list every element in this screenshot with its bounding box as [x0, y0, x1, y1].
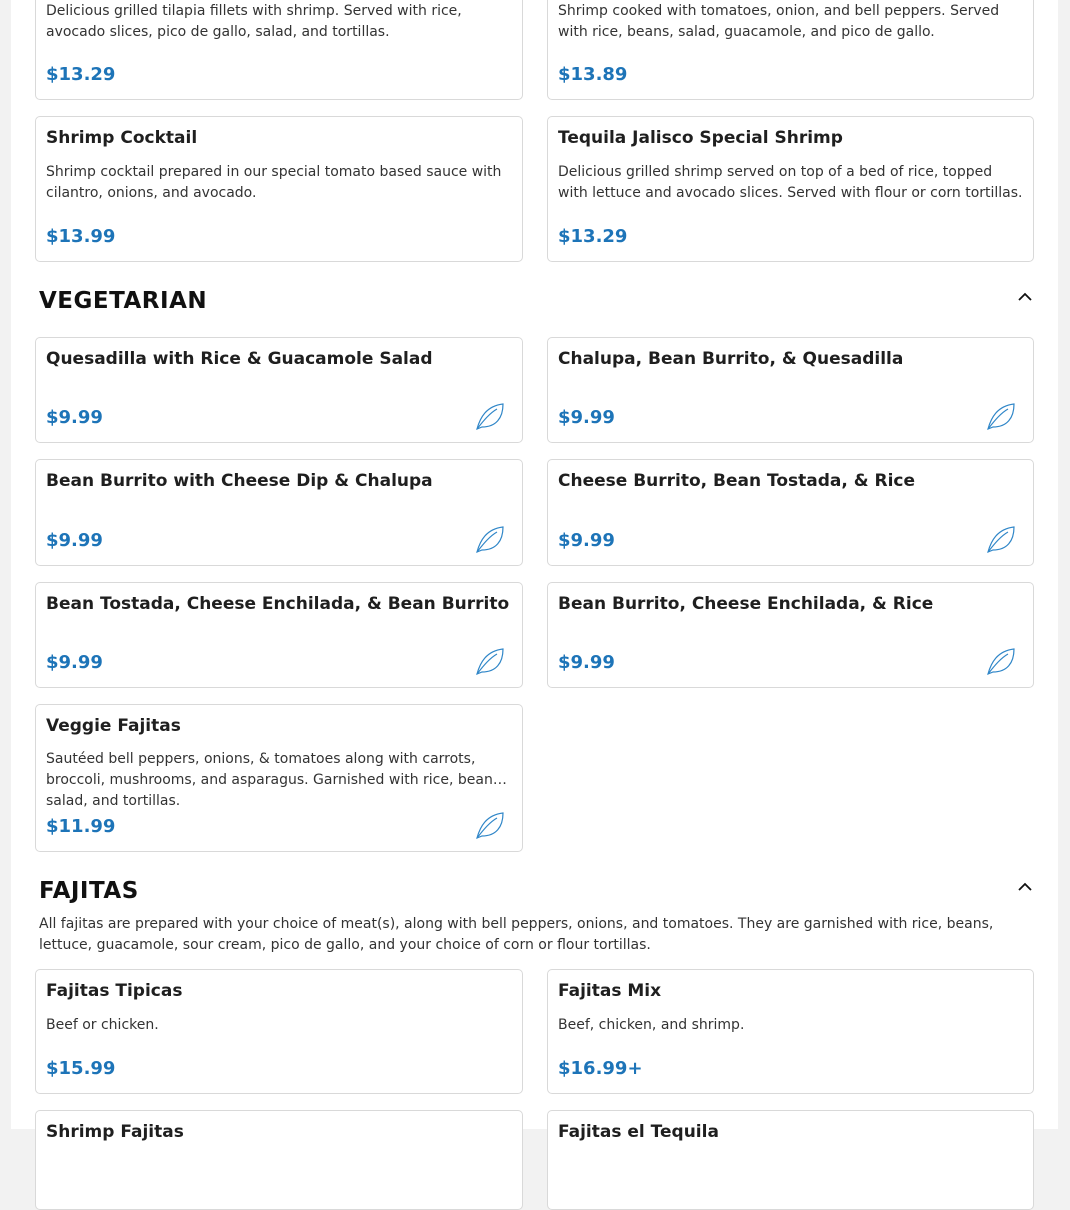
menu-item-card[interactable]: [547, 582, 1034, 688]
menu-item-card[interactable]: [35, 704, 523, 852]
item-title: Bean Burrito with Cheese Dip & Chalupa: [46, 471, 433, 491]
item-title: Fajitas Tipicas: [46, 981, 183, 1001]
leaf-icon: [985, 523, 1017, 555]
item-title: Bean Burrito, Cheese Enchilada, & Rice: [558, 594, 934, 614]
item-title: Tequila Jalisco Special Shrimp: [558, 128, 843, 148]
leaf-icon: [474, 809, 506, 841]
item-description: Delicious grilled tilapia fillets with shrimp. Served with rice, avocado slices, pico de gallo, salad, and tortillas.: [46, 3, 462, 40]
item-price: $9.99: [46, 652, 103, 673]
item-price: $13.89: [558, 64, 628, 85]
menu-item-card[interactable]: [547, 0, 1034, 100]
menu-item-card[interactable]: [35, 969, 523, 1094]
menu-item-card[interactable]: [547, 969, 1034, 1094]
item-title: Chalupa, Bean Burrito, & Quesadilla: [558, 349, 904, 369]
item-title: Quesadilla with Rice & Guacamole Salad: [46, 349, 433, 369]
item-description: Sautéed bell peppers, onions, & tomatoes along with carrots, broccoli, mushrooms, and asparagus. Garnished with rice, beans, salad, and tortillas.: [46, 751, 505, 809]
leaf-icon: [985, 400, 1017, 432]
item-description: Delicious grilled shrimp served on top of a bed of rice, topped with lettuce and avocado slices. Served with flour or corn tortillas.: [558, 164, 1023, 201]
menu-page: [11, 0, 1058, 1142]
item-price: $9.99: [46, 407, 103, 428]
menu-item-card[interactable]: [35, 582, 523, 688]
item-title: Cheese Burrito, Bean Tostada, & Rice: [558, 471, 916, 491]
item-price: $9.99: [558, 530, 615, 551]
menu-item-card[interactable]: [35, 337, 523, 443]
item-title: Veggie Fajitas: [46, 716, 181, 736]
item-description: Shrimp cocktail prepared in our special tomato based sauce with cilantro, onions, and avocado.: [46, 164, 502, 201]
item-description: Shrimp cooked with tomatoes, onion, and bell peppers. Served with rice, beans, salad, guacamole, and pico de gallo.: [558, 3, 1000, 40]
item-title: Fajitas Mix: [558, 981, 662, 1001]
item-price: $15.99: [46, 1058, 116, 1079]
item-price: $16.99+: [558, 1058, 643, 1079]
menu-item-card[interactable]: [547, 116, 1034, 262]
menu-item-card[interactable]: [547, 337, 1034, 443]
section-title-vegetarian: VEGETARIAN: [39, 288, 208, 314]
leaf-icon: [985, 645, 1017, 677]
item-title: Fajitas el Tequila: [558, 1122, 719, 1142]
item-price: $13.99: [46, 226, 116, 247]
item-price: $13.29: [558, 226, 628, 247]
item-price: $9.99: [558, 407, 615, 428]
item-title: Shrimp Cocktail: [46, 128, 198, 148]
chevron-up-icon[interactable]: [1017, 290, 1033, 302]
menu-item-card[interactable]: [547, 459, 1034, 566]
menu-item-card[interactable]: [547, 1110, 1034, 1210]
section-description: All fajitas are prepared with your choice of meat(s), along with bell peppers, onions, and tomatoes. They are garnished with rice, beans, lettuce, guacamole, sour cream, pico de gallo, and your choice of corn or flour tortillas.: [39, 916, 994, 953]
menu-item-card[interactable]: [35, 0, 523, 100]
menu-item-card[interactable]: [35, 1110, 523, 1210]
menu-item-card[interactable]: [35, 116, 523, 262]
item-price: $11.99: [46, 816, 116, 837]
chevron-up-icon[interactable]: [1017, 880, 1033, 892]
item-price: $9.99: [558, 652, 615, 673]
item-title: Shrimp Fajitas: [46, 1122, 184, 1142]
item-description: Beef or chicken.: [46, 1017, 159, 1033]
leaf-icon: [474, 523, 506, 555]
menu-item-card[interactable]: [35, 459, 523, 566]
item-price: $9.99: [46, 530, 103, 551]
item-description: Beef, chicken, and shrimp.: [558, 1017, 745, 1033]
leaf-icon: [474, 400, 506, 432]
leaf-icon: [474, 645, 506, 677]
item-price: $13.29: [46, 64, 116, 85]
section-title-fajitas: FAJITAS: [39, 878, 139, 904]
item-title: Bean Tostada, Cheese Enchilada, & Bean Burrito: [46, 594, 510, 614]
